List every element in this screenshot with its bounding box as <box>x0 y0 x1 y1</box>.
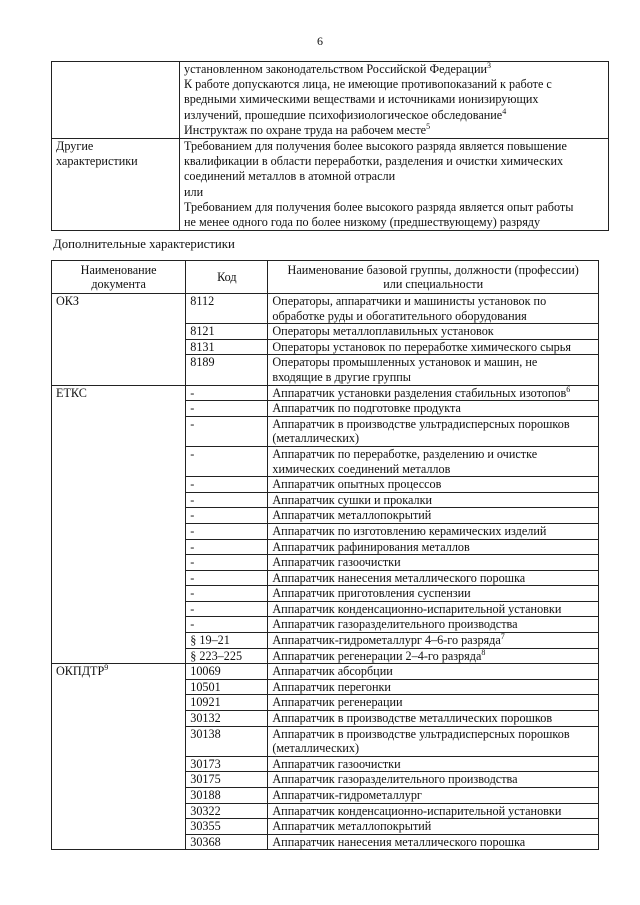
occupation-line: Аппаратчик-гидрометаллург 4–6-го разряда$^7$ <box>272 633 505 648</box>
code-cell: 8121 <box>186 324 268 340</box>
table-row <box>52 294 599 324</box>
occupation-name-cell <box>268 695 599 711</box>
occupation-line: Аппаратчик абсорбции <box>272 664 393 679</box>
code-cell: - <box>186 385 268 401</box>
occupation-name-cell <box>268 617 599 633</box>
code-cell: - <box>186 416 268 446</box>
occupation-line: Аппаратчик конденсационно-испарительной установки <box>272 601 562 616</box>
requirements-text-cell <box>180 62 609 139</box>
header-line: Наименование базовой группы, должности (профессии) <box>287 263 579 277</box>
column-header-name <box>268 261 599 294</box>
text-line: Требованием для получения более высокого разряда является повышение <box>184 139 567 154</box>
occupation-line: Аппаратчик перегонки <box>272 679 391 694</box>
text-line: установленном законодательством Российской Федерации$^3$ <box>184 62 492 76</box>
footnote-mark: 3 <box>487 62 492 70</box>
code-cell: 8131 <box>186 339 268 355</box>
text-line: не менее одного года по более низкому (предшествующему) разряду <box>184 215 541 230</box>
occupation-line: Аппаратчик по переработке, разделению и очистке <box>272 446 538 461</box>
code-cell: - <box>186 477 268 493</box>
other-characteristics-text <box>180 139 609 231</box>
occupation-name-cell <box>268 508 599 524</box>
occupation-name-cell <box>268 294 599 324</box>
occupation-name-cell <box>268 756 599 772</box>
occupation-line: Аппаратчик-гидрометаллург <box>272 788 422 802</box>
code-cell: 30138 <box>186 726 268 756</box>
code-cell: 30322 <box>186 803 268 819</box>
occupation-line: (металлических) <box>272 431 360 446</box>
code-cell: § 19–21 <box>186 633 268 649</box>
occupation-line: Аппаратчик по изготовлению керамических изделий <box>272 523 547 538</box>
text-line: излучений, прошедшие психофизиологическое обследование$^4$ <box>184 107 507 122</box>
occupation-line: Аппаратчик сушки и прокалки <box>272 492 433 507</box>
footnote-mark: 9 <box>104 663 109 673</box>
occupation-name-cell <box>268 446 599 476</box>
occupation-line: Аппаратчик регенерации 2–4-го разряда$^8$ <box>272 648 486 663</box>
code-cell: 30355 <box>186 819 268 835</box>
code-cell: - <box>186 555 268 571</box>
occupation-line: Операторы, аппаратчики и машинисты установок по <box>272 294 547 308</box>
occupation-name-cell <box>268 788 599 804</box>
footnote-mark: 8 <box>481 648 486 657</box>
text-line: Требованием для получения более высокого разряда является опыт работы <box>184 199 574 214</box>
additional-characteristics-table <box>51 260 599 850</box>
occupation-name-cell <box>268 339 599 355</box>
occupation-name-cell <box>268 523 599 539</box>
occupation-name-cell <box>268 401 599 417</box>
column-header-document <box>52 261 186 294</box>
occupation-line: Аппаратчик газоочистки <box>272 756 401 771</box>
occupation-name-cell <box>268 664 599 680</box>
document-name-cell: ОКЗ <box>52 294 186 386</box>
occupation-name-cell <box>268 711 599 727</box>
occupation-line: Аппаратчик приготовления суспензии <box>272 586 471 601</box>
occupation-line: Аппаратчик в производстве ультрадисперсных порошков <box>272 416 570 431</box>
code-cell: 30368 <box>186 834 268 850</box>
code-cell: - <box>186 586 268 602</box>
code-cell: 8189 <box>186 355 268 385</box>
occupation-line: Операторы металлоплавильных установок <box>272 324 494 339</box>
occupation-name-cell <box>268 834 599 850</box>
section-heading: Дополнительные характеристики <box>53 237 235 251</box>
occupation-name-cell <box>268 819 599 835</box>
occupation-line: Операторы промышленных установок и машин, не <box>272 355 538 370</box>
document-name-cell: ОКПДТР$^9$ <box>52 664 186 850</box>
requirements-label-cell <box>52 62 180 139</box>
footnote-mark: 5 <box>426 122 431 131</box>
code-cell: 30173 <box>186 756 268 772</box>
occupation-name-cell <box>268 555 599 571</box>
code-cell: - <box>186 446 268 476</box>
code-cell: 10921 <box>186 695 268 711</box>
text-line: соединений металлов в атомной отрасли <box>184 169 396 184</box>
occupation-line: Аппаратчик конденсационно-испарительной установки <box>272 803 562 818</box>
occupation-line: Аппаратчик регенерации <box>272 695 403 710</box>
table-row <box>52 385 599 401</box>
occupation-line: Аппаратчик опытных процессов <box>272 477 442 492</box>
occupation-line: химических соединений металлов <box>272 461 451 476</box>
occupation-line: Аппаратчик металлопокрытий <box>272 508 432 523</box>
code-cell: 10069 <box>186 664 268 680</box>
occupation-line: Аппаратчик металлопокрытий <box>272 819 432 834</box>
code-cell: - <box>186 601 268 617</box>
label-line: Другие <box>56 139 94 154</box>
occupation-line: Аппаратчик нанесения металлического порошка <box>272 570 526 585</box>
occupation-line: Аппаратчик установки разделения стабильных изотопов$^6$ <box>272 385 571 400</box>
document-name-cell: ЕТКС <box>52 385 186 664</box>
occupation-name-cell <box>268 477 599 493</box>
text-line: или <box>184 184 204 199</box>
code-cell: § 223–225 <box>186 648 268 664</box>
text-line: квалификации в области переработки, разделения и очистки химических <box>184 154 564 169</box>
occupation-line: Аппаратчик в производстве металлических порошков <box>272 711 553 726</box>
text-line: К работе допускаются лица, не имеющие противопоказаний к работе с <box>184 77 552 92</box>
occupation-line: входящие в другие группы <box>272 369 411 384</box>
table-row <box>52 62 609 139</box>
code-cell: 10501 <box>186 679 268 695</box>
header-line: документа <box>91 277 146 291</box>
code-cell: 8112 <box>186 294 268 324</box>
occupation-line: Аппаратчик газоразделительного производства <box>272 617 518 632</box>
table-header-row <box>52 261 599 294</box>
code-cell: - <box>186 523 268 539</box>
occupation-name-cell <box>268 539 599 555</box>
column-header-code: Код <box>186 261 268 294</box>
occupation-line: Аппаратчик нанесения металлического порошка <box>272 834 526 849</box>
code-cell: 30175 <box>186 772 268 788</box>
occupation-line: Операторы установок по переработке химического сырья <box>272 339 571 354</box>
table-row <box>52 139 609 231</box>
occupation-name-cell <box>268 601 599 617</box>
code-cell: - <box>186 508 268 524</box>
code-cell: - <box>186 570 268 586</box>
occupation-name-cell <box>268 324 599 340</box>
header-line: Наименование <box>80 263 157 277</box>
occupation-line: Аппаратчик газоразделительного производства <box>272 772 518 787</box>
code-cell: - <box>186 617 268 633</box>
occupation-name-cell <box>268 633 599 649</box>
occupation-line: Аппаратчик рафинирования металлов <box>272 539 470 554</box>
footnote-mark: 4 <box>502 107 507 116</box>
occupation-name-cell <box>268 726 599 756</box>
occupation-name-cell <box>268 679 599 695</box>
occupation-name-cell <box>268 803 599 819</box>
text-line: Инструктаж по охране труда на рабочем месте$^5$ <box>184 122 431 137</box>
occupation-name-cell <box>268 492 599 508</box>
code-cell: 30188 <box>186 788 268 804</box>
requirements-table <box>51 61 609 231</box>
footnote-mark: 6 <box>566 385 571 394</box>
occupation-line: Аппаратчик в производстве ультрадисперсных порошков <box>272 726 570 741</box>
occupation-line: обработке руды и обогатительного оборудования <box>272 308 527 323</box>
code-cell: 30132 <box>186 711 268 727</box>
code-cell: - <box>186 492 268 508</box>
occupation-name-cell <box>268 385 599 401</box>
occupation-line: (металлических) <box>272 741 360 756</box>
occupation-name-cell <box>268 355 599 385</box>
occupation-name-cell <box>268 772 599 788</box>
occupation-name-cell <box>268 648 599 664</box>
text-line: вредными химическими веществами и источниками ионизирующих <box>184 92 539 107</box>
occupation-name-cell <box>268 570 599 586</box>
code-cell: - <box>186 401 268 417</box>
code-cell: - <box>186 539 268 555</box>
occupation-name-cell <box>268 586 599 602</box>
page-number: 6 <box>317 34 323 48</box>
occupation-line: Аппаратчик газоочистки <box>272 555 401 570</box>
occupation-name-cell <box>268 416 599 446</box>
header-line: или специальности <box>383 277 484 291</box>
footnote-mark: 7 <box>500 633 505 641</box>
label-line: характеристики <box>56 154 138 169</box>
table-row <box>52 664 599 680</box>
occupation-line: Аппаратчик по подготовке продукта <box>272 401 461 416</box>
other-characteristics-label <box>52 139 180 231</box>
